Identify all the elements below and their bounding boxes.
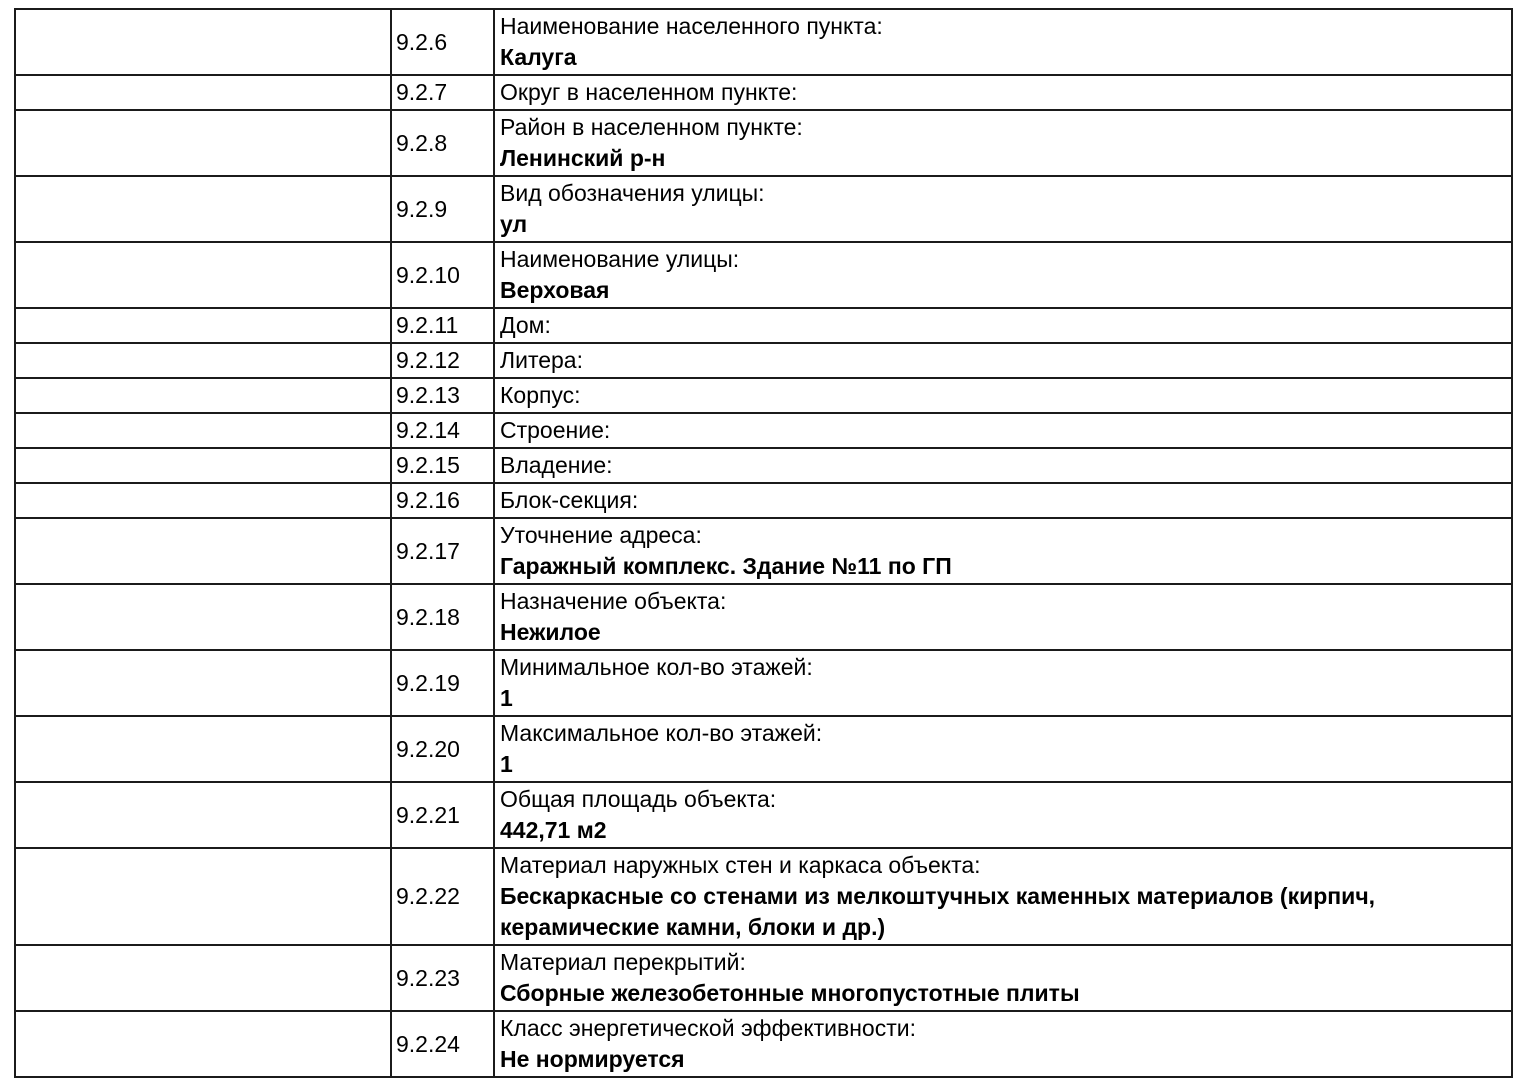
table-row bbox=[15, 448, 1512, 483]
table-row bbox=[15, 110, 1512, 176]
empty-left-cell bbox=[15, 584, 391, 650]
table-row bbox=[15, 176, 1512, 242]
empty-left-cell bbox=[15, 650, 391, 716]
table-row bbox=[15, 848, 1512, 945]
field-label: Материал наружных стен и каркаса объекта: bbox=[500, 852, 981, 878]
field-number: 9.2.15 bbox=[391, 448, 494, 483]
table-row bbox=[15, 9, 1512, 75]
property-details-table bbox=[14, 8, 1513, 1078]
field-content-cell bbox=[494, 782, 1512, 848]
table-row bbox=[15, 75, 1512, 110]
empty-left-cell bbox=[15, 308, 391, 343]
empty-left-cell bbox=[15, 448, 391, 483]
field-number: 9.2.16 bbox=[391, 483, 494, 518]
table-row bbox=[15, 1011, 1512, 1077]
field-number: 9.2.12 bbox=[391, 343, 494, 378]
field-value: Ленинский р-н bbox=[500, 145, 666, 171]
field-content-cell bbox=[494, 378, 1512, 413]
field-label: Владение: bbox=[500, 452, 613, 478]
field-label: Наименование населенного пункта: bbox=[500, 13, 883, 39]
empty-left-cell bbox=[15, 110, 391, 176]
field-label: Блок-секция: bbox=[500, 487, 639, 513]
field-content-cell bbox=[494, 518, 1512, 584]
empty-left-cell bbox=[15, 1011, 391, 1077]
field-number: 9.2.11 bbox=[391, 308, 494, 343]
field-value: Не нормируется bbox=[500, 1046, 685, 1072]
table-row bbox=[15, 945, 1512, 1011]
field-label: Назначение объекта: bbox=[500, 588, 727, 614]
field-number: 9.2.24 bbox=[391, 1011, 494, 1077]
field-content-cell bbox=[494, 1011, 1512, 1077]
empty-left-cell bbox=[15, 518, 391, 584]
field-number: 9.2.7 bbox=[391, 75, 494, 110]
field-content-cell bbox=[494, 110, 1512, 176]
empty-left-cell bbox=[15, 782, 391, 848]
field-content-cell bbox=[494, 242, 1512, 308]
field-content-cell bbox=[494, 584, 1512, 650]
field-label: Уточнение адреса: bbox=[500, 522, 702, 548]
field-content-cell bbox=[494, 848, 1512, 945]
field-number: 9.2.23 bbox=[391, 945, 494, 1011]
field-label: Дом: bbox=[500, 312, 551, 338]
field-number: 9.2.20 bbox=[391, 716, 494, 782]
field-content-cell bbox=[494, 9, 1512, 75]
field-value: 442,71 м2 bbox=[500, 817, 607, 843]
field-number: 9.2.10 bbox=[391, 242, 494, 308]
field-label: Округ в населенном пункте: bbox=[500, 79, 798, 105]
field-label: Общая площадь объекта: bbox=[500, 786, 777, 812]
table-row bbox=[15, 308, 1512, 343]
field-label: Максимальное кол-во этажей: bbox=[500, 720, 823, 746]
empty-left-cell bbox=[15, 75, 391, 110]
field-label: Минимальное кол-во этажей: bbox=[500, 654, 813, 680]
table-row bbox=[15, 584, 1512, 650]
field-value: ул bbox=[500, 211, 528, 237]
empty-left-cell bbox=[15, 848, 391, 945]
field-number: 9.2.9 bbox=[391, 176, 494, 242]
empty-left-cell bbox=[15, 378, 391, 413]
table-row bbox=[15, 343, 1512, 378]
field-label: Класс энергетической эффективности: bbox=[500, 1015, 916, 1041]
field-number: 9.2.13 bbox=[391, 378, 494, 413]
empty-left-cell bbox=[15, 716, 391, 782]
field-value: Верховая bbox=[500, 277, 610, 303]
field-label: Район в населенном пункте: bbox=[500, 114, 803, 140]
field-label: Материал перекрытий: bbox=[500, 949, 746, 975]
field-value: Сборные железобетонные многопустотные плиты bbox=[500, 980, 1080, 1006]
field-label: Вид обозначения улицы: bbox=[500, 180, 765, 206]
table-row bbox=[15, 518, 1512, 584]
field-content-cell bbox=[494, 343, 1512, 378]
field-value: Гаражный комплекс. Здание №11 по ГП bbox=[500, 553, 952, 579]
empty-left-cell bbox=[15, 9, 391, 75]
field-label: Литера: bbox=[500, 347, 583, 373]
field-number: 9.2.21 bbox=[391, 782, 494, 848]
field-value: 1 bbox=[500, 685, 513, 711]
field-content-cell bbox=[494, 176, 1512, 242]
field-number: 9.2.19 bbox=[391, 650, 494, 716]
empty-left-cell bbox=[15, 343, 391, 378]
empty-left-cell bbox=[15, 413, 391, 448]
table-row bbox=[15, 242, 1512, 308]
field-value: Бескаркасные со стенами из мелкоштучных каменных материалов (кирпич, керамические камни, блоки и др.) bbox=[500, 883, 1376, 940]
field-label: Корпус: bbox=[500, 382, 581, 408]
table-row bbox=[15, 782, 1512, 848]
field-number: 9.2.22 bbox=[391, 848, 494, 945]
field-content-cell bbox=[494, 413, 1512, 448]
table-row bbox=[15, 483, 1512, 518]
field-content-cell bbox=[494, 716, 1512, 782]
field-content-cell bbox=[494, 945, 1512, 1011]
field-value: 1 bbox=[500, 751, 513, 777]
field-number: 9.2.17 bbox=[391, 518, 494, 584]
empty-left-cell bbox=[15, 176, 391, 242]
field-number: 9.2.6 bbox=[391, 9, 494, 75]
field-number: 9.2.18 bbox=[391, 584, 494, 650]
empty-left-cell bbox=[15, 242, 391, 308]
field-label: Строение: bbox=[500, 417, 611, 443]
table-row bbox=[15, 716, 1512, 782]
field-content-cell bbox=[494, 483, 1512, 518]
field-content-cell bbox=[494, 308, 1512, 343]
table-row bbox=[15, 378, 1512, 413]
table-row bbox=[15, 413, 1512, 448]
field-content-cell bbox=[494, 75, 1512, 110]
table-body bbox=[15, 9, 1512, 1077]
field-number: 9.2.8 bbox=[391, 110, 494, 176]
field-content-cell bbox=[494, 650, 1512, 716]
table-row bbox=[15, 650, 1512, 716]
field-number: 9.2.14 bbox=[391, 413, 494, 448]
field-value: Калуга bbox=[500, 44, 577, 70]
field-label: Наименование улицы: bbox=[500, 246, 740, 272]
empty-left-cell bbox=[15, 483, 391, 518]
empty-left-cell bbox=[15, 945, 391, 1011]
field-value: Нежилое bbox=[500, 619, 601, 645]
field-content-cell bbox=[494, 448, 1512, 483]
